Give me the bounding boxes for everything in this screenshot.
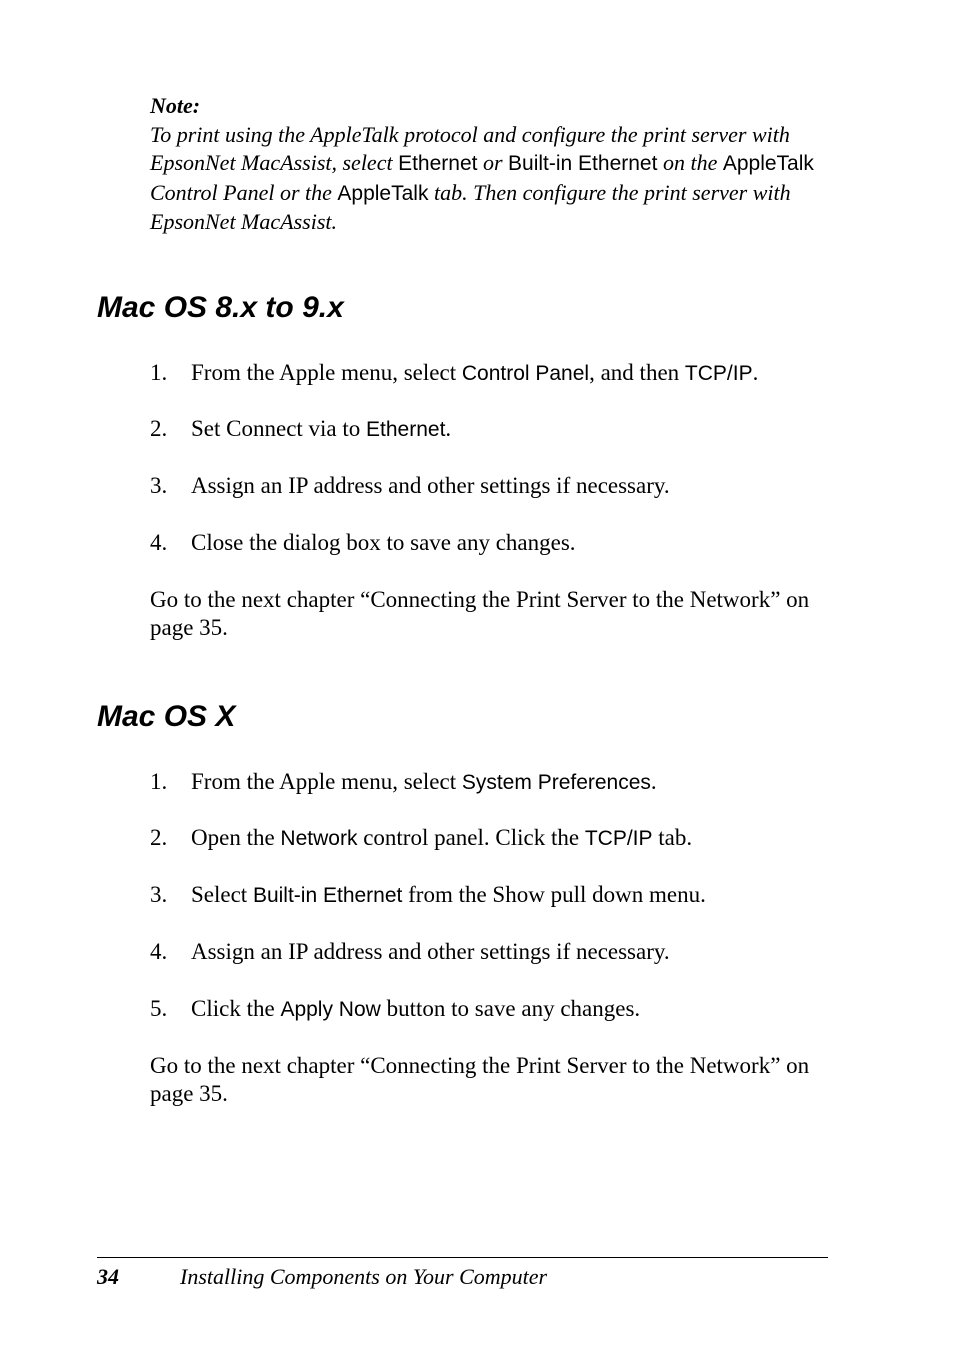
running-footer-title: Installing Components on Your Computer [180,1264,548,1289]
note-text: To print using the AppleTalk protocol and configure the print server with EpsonNet MacAssist, select Ethernet or Built-in Ethernet on the AppleTalk Control Panel or the AppleTalk tab. Then configure the print server with EpsonNet MacAssist. [150,121,814,234]
ui-term: Built-in Ethernet [508,152,658,175]
ui-term: AppleTalk [722,152,814,175]
list-item: 4. Close the dialog box to save any changes. [150,530,576,555]
ui-term: Control Panel [461,362,590,385]
ui-term: System Preferences [461,771,651,794]
section-heading-mac-os-8-9: Mac OS 8.x to 9.x [97,291,344,324]
page-number: 34 [97,1264,119,1289]
list-item: 2. Set Connect via to Ethernet. [150,416,452,441]
ui-term: TCP/IP [584,827,653,850]
note-block [150,92,850,237]
ui-term: Ethernet [398,152,478,175]
section-heading-mac-os-x: Mac OS X [97,700,236,733]
ui-term: TCP/IP [684,362,753,385]
list-item: 1. From the Apple menu, select Control Panel, and then TCP/IP. [150,360,759,385]
list-item: 4. Assign an IP address and other settings if necessary. [150,939,670,964]
ui-term: AppleTalk [337,181,429,205]
ui-term: Apply Now [280,998,381,1021]
list-item: 1. From the Apple menu, select System Preferences. [150,769,657,794]
list-item: 5. Click the Apply Now button to save any changes. [150,996,641,1021]
closing-paragraph: Go to the next chapter “Connecting the Print Server to the Network” on page 35. [150,1053,810,1106]
ui-term: Ethernet [366,418,446,441]
note-title: Note: [150,93,201,118]
footer-divider [97,1257,828,1258]
list-item: 3. Select Built-in Ethernet from the Show pull down menu. [150,882,706,907]
closing-paragraph: Go to the next chapter “Connecting the Print Server to the Network” on page 35. [150,587,810,640]
ui-term: Network [280,827,358,850]
ui-term: Built-in Ethernet [252,884,403,907]
list-item: 2. Open the Network control panel. Click the TCP/IP tab. [150,825,693,850]
list-item: 3. Assign an IP address and other settings if necessary. [150,473,670,498]
